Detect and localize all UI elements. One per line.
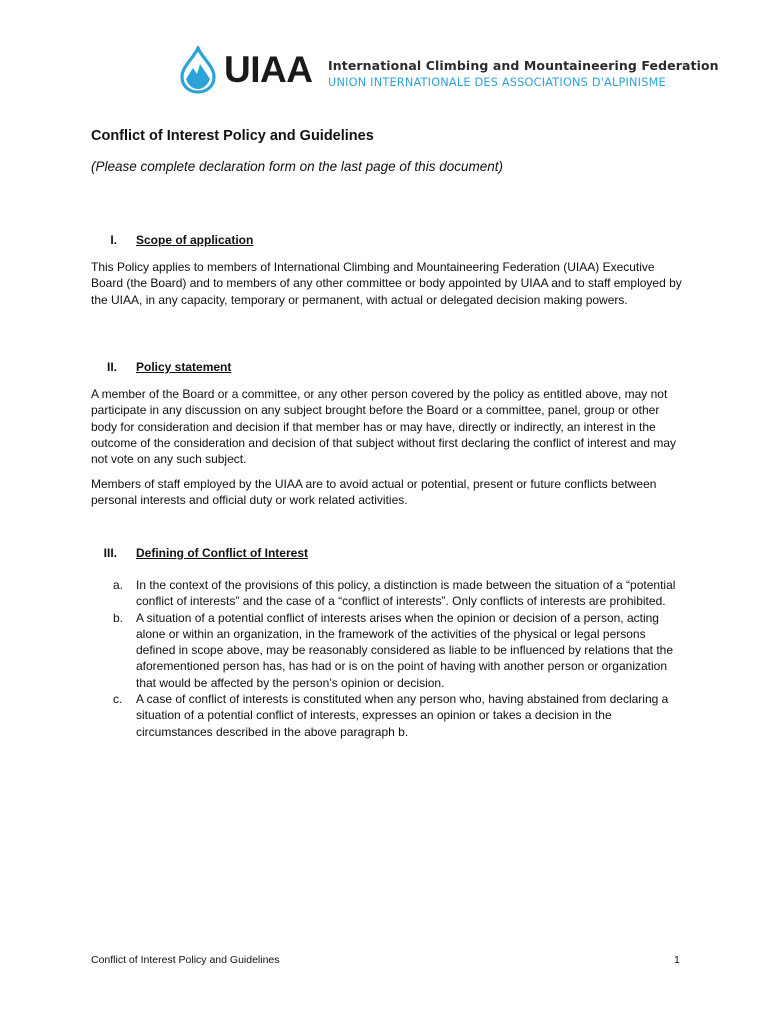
list-marker: a. (113, 578, 124, 592)
org-name-french: UNION INTERNATIONALE DES ASSOCIATIONS D'ALPINISME (328, 76, 666, 89)
list-item (91, 691, 683, 740)
document-title: Conflict of Interest Policy and Guidelines (91, 128, 374, 144)
list-item-text: In the context of the provisions of this policy, a distinction is made between the situation of a “potential conflict of interests” and the case of a “conflict of interests”. Only conflicts of interests are prohibited. (136, 578, 676, 609)
mountain-drop-logo-icon (176, 46, 220, 94)
list-item-text: A case of conflict of interests is constituted when any person who, having abstained from declaring a situation of a potential conflict of interests, expresses an opinion or takes a decision in the circumstances described in the above paragraph b. (136, 692, 669, 739)
section-title: Scope of application (136, 233, 254, 247)
list-item (91, 610, 683, 691)
list-marker: b. (113, 610, 124, 625)
section-number: III. (103, 546, 117, 560)
section-title: Policy statement (136, 360, 232, 374)
section-number: I. (110, 233, 117, 247)
section-title: Defining of Conflict of Interest (136, 546, 308, 560)
logo-wordmark: UIAA (224, 49, 313, 90)
document-subtitle: (Please complete declaration form on the last page of this document) (91, 159, 503, 174)
definitions-list (91, 577, 683, 740)
section-paragraph: Members of staff employed by the UIAA are to avoid actual or potential, present or future conflicts between personal interests and official duty or work related activities. (91, 477, 657, 508)
footer-page-number: 1 (674, 954, 680, 966)
section-number: II. (106, 360, 117, 374)
section-paragraph: This Policy applies to members of International Climbing and Mountaineering Federation (UIAA) Executive Board (the Board) and to members of any other committee or body appointed by UIAA and to staff employed by the UIAA, in any capacity, temporary or permanent, with actual or delegated decision making powers. (91, 260, 682, 307)
section-paragraph: A member of the Board or a committee, or any other person covered by the policy as entitled above, may not participate in any discussion on any subject brought before the Board or a committee, panel, group or other body for consideration and decision if that member has or may have, directly or indirectly, an interest in the outcome of the consideration and decision of that subject without first declaring the conflict of interest and may not vote on any such subject. (91, 387, 676, 467)
org-name-english: International Climbing and Mountaineering Federation (328, 58, 719, 73)
list-marker: c. (113, 692, 123, 707)
footer-document-title: Conflict of Interest Policy and Guidelines (91, 954, 280, 966)
list-item-text: A situation of a potential conflict of interests arises when the opinion or decision of a person, acting alone or within an organization, in the framework of the activities of the physical or legal persons defined in scope above, may be reasonably considered as liable to be influenced by relations that the aforementioned person has, has had or is on the point of having with another person or organization that would be affected by the person’s opinion or decision. (136, 610, 674, 690)
list-item (91, 577, 683, 610)
